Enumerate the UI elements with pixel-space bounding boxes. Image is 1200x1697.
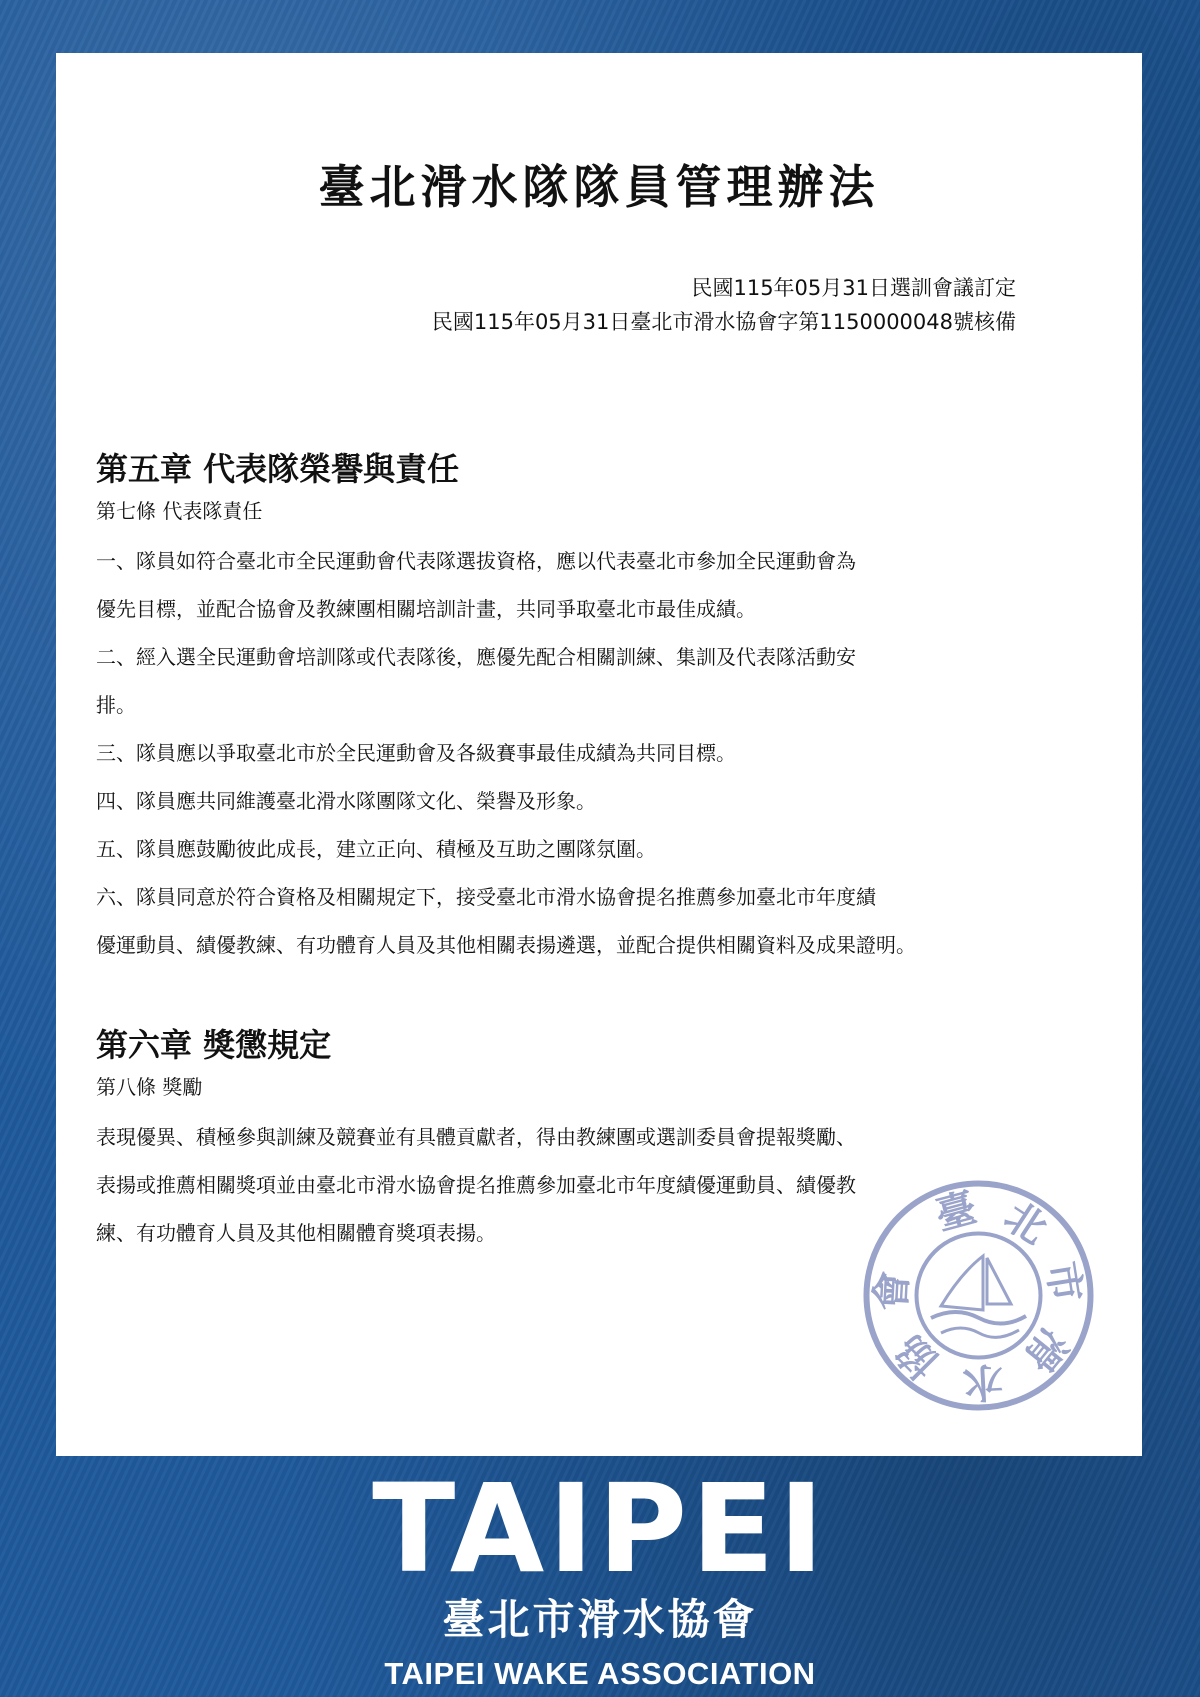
paragraph-line: 五、隊員應鼓勵彼此成長，建立正向、積極及互助之團隊氛圍。 — [96, 837, 656, 861]
meta-line-approved: 民國115年05月31日臺北市滑水協會字第1150000048號核備 — [431, 310, 1016, 334]
paragraph-line: 練、有功體育人員及其他相關體育獎項表揚。 — [96, 1221, 496, 1245]
paragraph-line: 一、隊員如符合臺北市全民運動會代表隊選拔資格，應以代表臺北市參加全民運動會為 — [96, 549, 856, 573]
paragraph-line: 二、經入選全民運動會培訓隊或代表隊後，應優先配合相關訓練、集訓及代表隊活動安 — [96, 645, 856, 669]
seal-character: 協 — [887, 1325, 949, 1387]
document-meta — [432, 271, 1016, 339]
meta-line-adopted: 民國115年05月31日選訓會議訂定 — [691, 276, 1016, 300]
document-page — [56, 53, 1142, 1456]
article-title: 第七條 代表隊責任 — [96, 499, 263, 523]
seal-character: 水 — [961, 1357, 1005, 1406]
paragraph-line: 優運動員、績優教練、有功體育人員及其他相關表揚遴選，並配合提供相關資料及成果證明。 — [96, 933, 916, 957]
seal-character: 臺 — [930, 1185, 982, 1240]
logo-chinese-name: 臺北市滑水協會 — [442, 1595, 758, 1644]
paragraph-line: 三、隊員應以爭取臺北市於全民運動會及各級賽事最佳成績為共同目標。 — [96, 741, 736, 765]
logo-wordmark: TAIPEI — [372, 1458, 828, 1600]
paragraph-line: 表現優異、積極參與訓練及競賽並有具體貢獻者，得由教練團或選訓委員會提報獎勵、 — [96, 1125, 856, 1149]
chapter-5 — [96, 445, 916, 969]
chapter-6 — [96, 1021, 856, 1257]
article-title: 第八條 獎勵 — [96, 1075, 203, 1099]
paragraph-line: 表揚或推薦相關獎項並由臺北市滑水協會提名推薦參加臺北市年度績優運動員、績優教 — [96, 1173, 856, 1197]
chapter-title: 第六章 獎懲規定 — [96, 1026, 332, 1064]
association-seal-icon — [861, 1178, 1096, 1413]
chapter-title: 第五章 代表隊榮譽與責任 — [96, 450, 460, 488]
seal-character: 會 — [868, 1269, 917, 1313]
association-logo — [0, 1458, 1200, 1694]
seal-character: 北 — [995, 1193, 1055, 1254]
logo-english-name: TAIPEI WAKE ASSOCIATION — [384, 1656, 816, 1691]
seal-character: 滑 — [1014, 1319, 1076, 1380]
paragraph-line: 優先目標，並配合協會及教練團相關培訓計畫，共同爭取臺北市最佳成績。 — [96, 597, 756, 621]
paragraph-line: 六、隊員同意於符合資格及相關規定下，接受臺北市滑水協會提名推薦參加臺北市年度績 — [96, 885, 876, 909]
document-title: 臺北滑水隊隊員管理辦法 — [318, 160, 880, 214]
seal-character: 市 — [1037, 1258, 1090, 1306]
paragraph-line: 四、隊員應共同維護臺北滑水隊團隊文化、榮譽及形象。 — [96, 789, 596, 813]
paragraph-line: 排。 — [96, 693, 136, 717]
